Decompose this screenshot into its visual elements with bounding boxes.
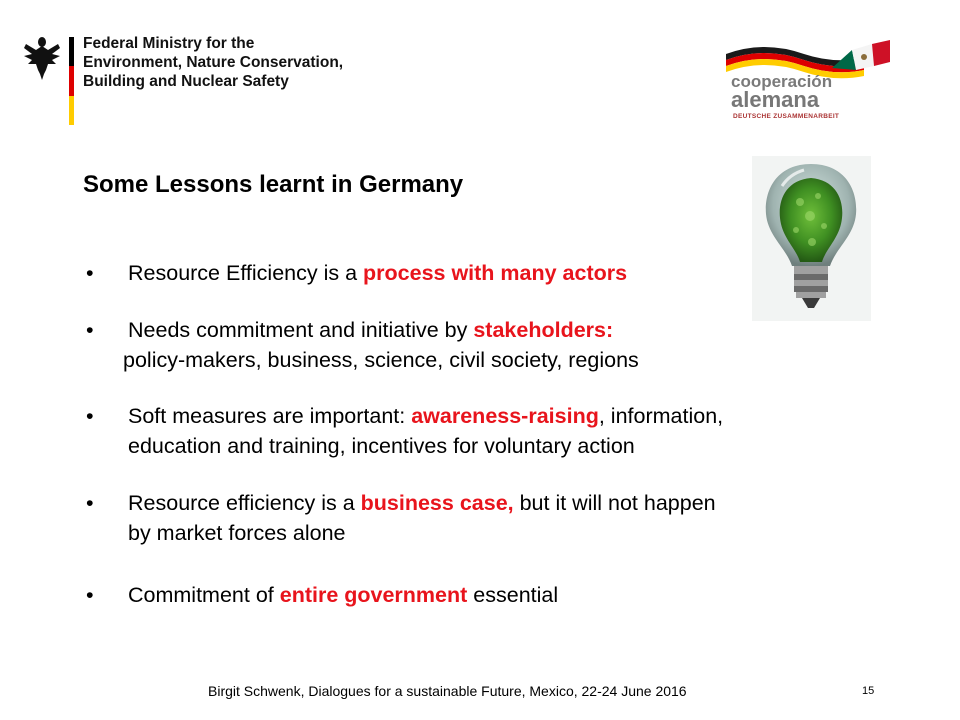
bullet-dot: • [86,583,94,607]
bullet-text-after: but it will not happen [513,491,716,515]
bullet-item [86,258,628,288]
page-number: 15 [862,685,875,697]
bullet-emphasis: stakeholders: [473,318,614,342]
bullet-dot: • [86,404,94,428]
bullet-text: Needs commitment and initiative by [128,318,474,342]
bullet-emphasis: awareness-raising [411,404,599,428]
bullet-item [86,401,724,461]
bullet-subline: policy-makers, business, science, civil society, regions [123,348,639,372]
ministry-line: Building and Nuclear Safety [83,73,289,90]
bullet-emphasis: process with many actors [363,261,628,285]
bullet-text: Soft measures are important: [128,404,412,428]
bullet-emphasis: business case, [360,491,514,515]
bullet-emphasis: entire government [279,583,468,607]
coop-logo-line2: alemana [731,87,820,112]
bullet-dot: • [86,491,94,515]
bullet-item [86,488,716,548]
bullet-item [86,315,639,375]
federal-eagle-icon [22,34,62,82]
bullet-text: Commitment of [128,583,280,607]
bullet-item [86,580,559,610]
coop-logo-line1: cooperación [731,72,833,91]
german-flag-bar [69,37,74,125]
bullet-line2: by market forces alone [128,521,346,545]
footer-citation: Birgit Schwenk, Dialogues for a sustainable Future, Mexico, 22-24 June 2016 [208,683,687,699]
bullet-line2: education and training, incentives for voluntary action [128,434,635,458]
coop-logo-line3: DEUTSCHE ZUSAMMENARBEIT [733,113,840,120]
bullet-dot: • [86,318,94,342]
bullet-text-after: , information, [598,404,724,428]
bullet-dot: • [86,261,94,285]
bullet-text-after: essential [467,583,559,607]
ministry-line: Federal Ministry for the [83,35,255,52]
ministry-line: Environment, Nature Conservation, [83,54,344,71]
bullet-text: Resource Efficiency is a [128,261,364,285]
bullet-text: Resource efficiency is a [128,491,361,515]
slide-title: Some Lessons learnt in Germany [83,171,464,198]
green-lightbulb-image [752,156,871,321]
ministry-name [83,34,343,91]
